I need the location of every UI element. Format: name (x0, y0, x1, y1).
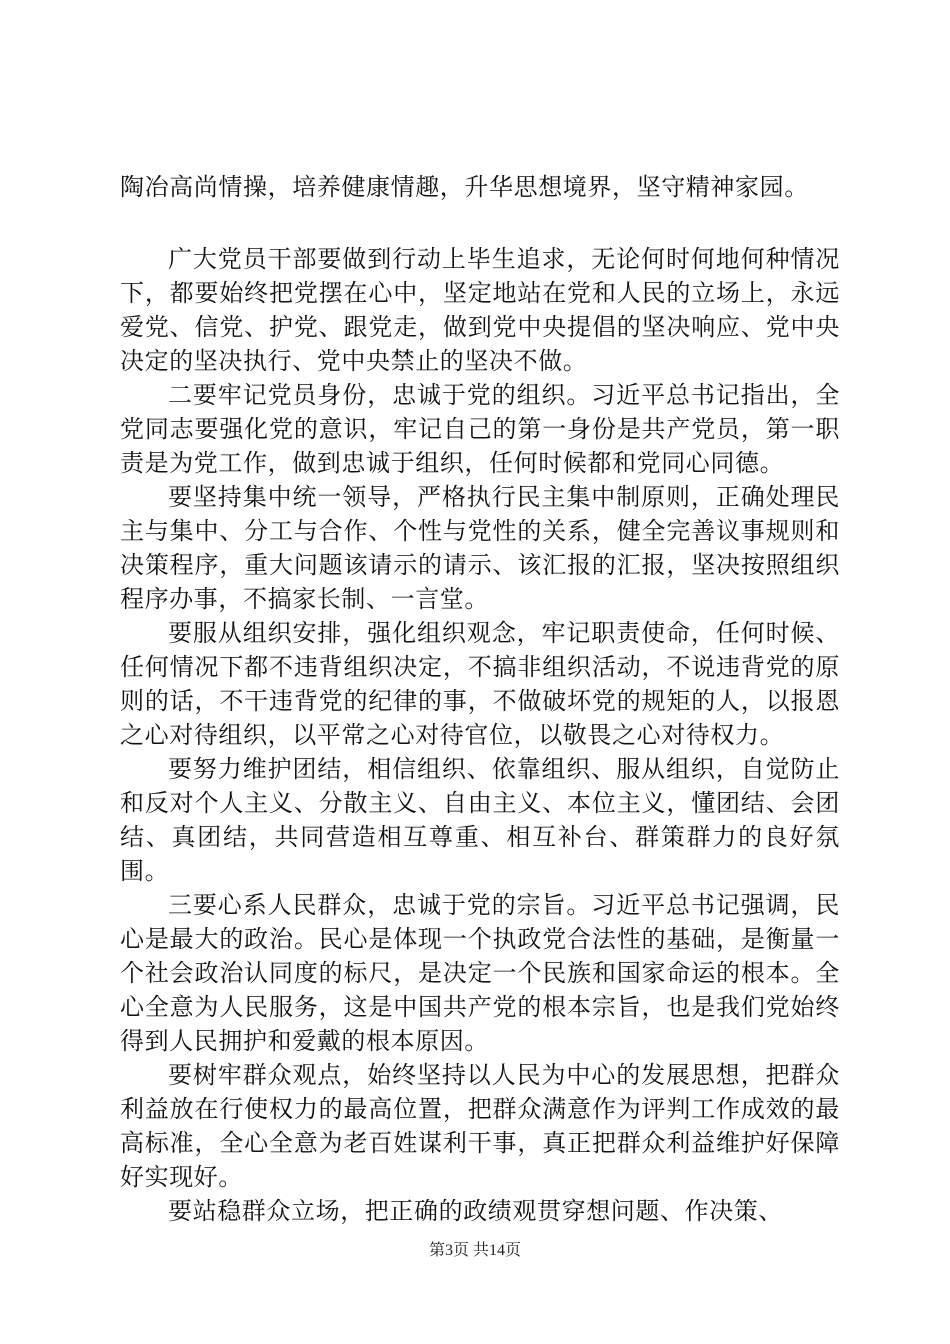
paragraph: 二要牢记党员身份，忠诚于党的组织。习近平总书记指出，全党同志要强化党的意识，牢记自己的第一身份是共产党员，第一职责是为党工作，做到忠诚于组织，任何时候都和党同心同德。 (120, 381, 840, 477)
body-text (120, 170, 840, 1228)
paragraph: 要树牢群众观点，始终坚持以人民为中心的发展思想，把群众利益放在行使权力的最高位置，把群众满意作为评判工作成效的最高标准，全心全意为老百姓谋利干事，真正把群众利益维护好保障好实现好。 (120, 1061, 840, 1191)
paragraph: 要服从组织安排，强化组织观念，牢记职责使命，任何时候、任何情况下都不违背组织决定，不搞非组织活动，不说违背党的原则的话，不干违背党的纪律的事，不做破坏党的规矩的人，以报恩之心对待组织，以平常之心对待官位，以敬畏之心对待权力。 (120, 619, 840, 749)
paragraph: 广大党员干部要做到行动上毕生追求，无论何时何地何种情况下，都要始终把党摆在心中，坚定地站在党和人民的立场上，永远爱党、信党、护党、跟党走，做到党中央提倡的坚决响应、党中央决定的坚决执行、党中央禁止的坚决不做。 (120, 245, 840, 375)
paragraph: 要努力维护团结，相信组织、依靠组织、服从组织，自觉防止和反对个人主义、分散主义、自由主义、本位主义，懂团结、会团结、真团结，共同营造相互尊重、相互补台、群策群力的良好氛围。 (120, 755, 840, 885)
paragraph: 要站稳群众立场，把正确的政绩观贯穿想问题、作决策、 (168, 1197, 783, 1225)
paragraph: 三要心系人民群众，忠诚于党的宗旨。习近平总书记强调，民心是最大的政治。民心是体现一个执政党合法性的基础，是衡量一个社会政治认同度的标尺，是决定一个民族和国家命运的根本。全心全意为人民服务，这是中国共产党的根本宗旨，也是我们党始终得到人民拥护和爱戴的根本原因。 (120, 891, 840, 1055)
paragraph-continued: 陶冶高尚情操，培养健康情趣，升华思想境界，坚守精神家园。 (120, 173, 809, 201)
page-footer: 第3页 共14页 (428, 1242, 521, 1259)
paragraph: 要坚持集中统一领导，严格执行民主集中制原则，正确处理民主与集中、分工与合作、个性与党性的关系，健全完善议事规则和决策程序，重大问题该请示的请示、该汇报的汇报，坚决按照组织程序办事，不搞家长制、一言堂。 (120, 483, 840, 613)
